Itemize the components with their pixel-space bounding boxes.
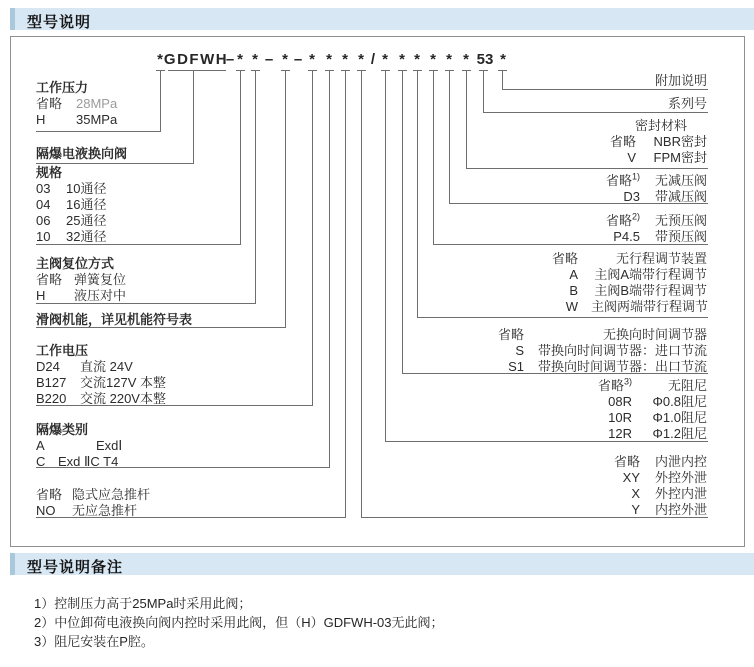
model-code-token: *	[342, 51, 348, 68]
model-code-token: *	[399, 51, 405, 68]
model-code-token: –	[293, 51, 303, 68]
spec-code-text: 省略	[597, 378, 624, 393]
spec-description: 带换向时间调节器：进口节流	[537, 343, 707, 358]
model-code-token: GDFWH	[163, 51, 229, 68]
spec-description: 无阻尼	[667, 378, 707, 393]
spec-code-text: S	[515, 343, 524, 358]
model-code-token: 53	[476, 51, 494, 68]
spec-description: 密封材料	[634, 118, 687, 133]
spec-code	[623, 470, 640, 485]
spec-description: 主阀两端带行程调节	[591, 299, 709, 314]
spec-code: C	[36, 454, 46, 469]
section-title: 规格	[36, 165, 63, 180]
spec-description: Exd ⅡC T4	[58, 454, 119, 469]
spec-code-text: 省略	[497, 327, 524, 342]
spec-description: 带减压阀	[654, 189, 707, 204]
section-header-model	[10, 8, 754, 30]
model-code-token: *	[463, 51, 469, 68]
spec-code-text: S1	[508, 359, 524, 374]
spec-code-text: P4.5	[613, 229, 640, 244]
spec-code-text: 省略	[605, 213, 632, 228]
model-code-token: *	[157, 51, 163, 68]
spec-code	[631, 502, 640, 517]
model-code-token: *	[282, 51, 288, 68]
header-accent-bar	[10, 553, 15, 575]
section-title: 隔爆类别	[36, 422, 89, 437]
spec-code: 省略	[36, 96, 63, 111]
model-code-token: *	[446, 51, 452, 68]
spec-code: 省略	[36, 272, 63, 287]
connector-line	[361, 70, 708, 518]
spec-code: 06	[36, 213, 51, 228]
spec-code-text: D3	[623, 189, 640, 204]
spec-code: H	[36, 288, 46, 303]
section-title: 主阀复位方式	[36, 256, 115, 271]
spec-description: Φ1.0阻尼	[652, 410, 707, 425]
spec-code	[631, 486, 640, 501]
spec-code-text: 08R	[608, 394, 632, 409]
spec-code: D24	[36, 359, 60, 374]
spec-code: 10	[36, 229, 51, 244]
spec-description: 弹簧复位	[74, 272, 127, 287]
spec-description: 直流 24V	[80, 359, 133, 374]
spec-code-text: 省略	[605, 173, 632, 188]
footnote-marker: 1)	[631, 171, 640, 182]
spec-description: 交流127V 本整	[80, 375, 166, 390]
spec-description: Φ1.2阻尼	[652, 426, 707, 441]
spec-code-text: 省略	[609, 134, 636, 149]
spec-row	[614, 470, 707, 486]
spec-code: 03	[36, 181, 51, 196]
section-title: 滑阀机能，详见机能符号表	[36, 312, 193, 327]
spec-description: 无减压阀	[654, 173, 707, 188]
model-code-token: *	[237, 51, 243, 68]
section-header-notes	[10, 553, 754, 575]
footnote-marker: 3)	[623, 376, 632, 387]
spec-description: 主阀B端带行程调节	[594, 283, 707, 298]
spec-description: 无应急推杆	[72, 503, 138, 518]
spec-description: ExdⅠ	[96, 438, 123, 453]
spec-code	[614, 454, 640, 469]
spec-code-text: A	[569, 267, 578, 282]
spec-description: 带换向时间调节器：出口节流	[537, 359, 707, 374]
model-code-token: *	[358, 51, 364, 68]
spec-description: 外控内泄	[654, 486, 707, 501]
spec-description: FPM密封	[653, 150, 707, 165]
spec-description: 隐式应急推杆	[72, 487, 151, 502]
spec-code: B220	[36, 391, 67, 406]
section-emergency-rod	[36, 487, 150, 519]
spec-code-text: X	[631, 486, 640, 501]
spec-code-text: Y	[631, 502, 640, 517]
spec-description: 主阀A端带行程调节	[594, 267, 707, 282]
model-code-token: *	[326, 51, 332, 68]
spec-code-text: B	[569, 283, 578, 298]
spec-description: 交流 220V本整	[80, 391, 166, 406]
page-title: 型号说明	[27, 14, 92, 31]
spec-row	[36, 503, 150, 519]
spec-code: NO	[36, 503, 56, 518]
notes-list	[34, 594, 444, 651]
section-title: 隔爆电液换向阀	[36, 146, 128, 161]
spec-code-text: 12R	[608, 426, 632, 441]
spec-description: 系列号	[667, 96, 707, 111]
model-code-token: *	[309, 51, 315, 68]
section-drain-control	[614, 454, 707, 518]
model-code-token: *	[252, 51, 258, 68]
spec-description: Φ0.8阻尼	[652, 394, 707, 409]
spec-code-text: 省略	[613, 454, 640, 469]
spec-code-text: 10R	[608, 410, 632, 425]
spec-code-text: XY	[622, 470, 640, 485]
spec-description: 10通径	[66, 181, 107, 196]
spec-code: 省略	[36, 487, 63, 502]
section-title: 工作压力	[36, 80, 89, 95]
spec-description: 28MPa	[76, 96, 118, 111]
model-code-token: *	[382, 51, 388, 68]
spec-description: 无换向时间调节器	[602, 327, 707, 342]
spec-description: 35MPa	[76, 112, 118, 127]
note-item: 2）中位卸荷电液换向阀内控时采用此阀，但（H）GDFWH-03无此阀；	[34, 615, 444, 630]
spec-description: 无预压阀	[654, 213, 707, 228]
spec-row	[614, 486, 707, 502]
spec-row	[614, 502, 707, 518]
section-title: 工作电压	[36, 343, 89, 358]
spec-code: 04	[36, 197, 51, 212]
spec-description: 液压对中	[74, 288, 127, 303]
spec-description: 无行程调节装置	[615, 251, 707, 266]
spec-description: 外控外泄	[654, 470, 707, 485]
spec-description: NBR密封	[653, 134, 707, 149]
spec-description: 32通径	[66, 229, 107, 244]
spec-description: 带预压阀	[654, 229, 707, 244]
spec-code: B127	[36, 375, 67, 390]
spec-row	[36, 487, 150, 503]
spec-code-text: V	[627, 150, 636, 165]
spec-description: 附加说明	[654, 73, 707, 88]
spec-description: 16通径	[66, 197, 107, 212]
model-code-token: /	[370, 51, 376, 68]
model-code-token: –	[225, 51, 235, 68]
connector-line	[36, 70, 346, 518]
spec-code: H	[36, 112, 46, 127]
spec-code-text: W	[565, 299, 578, 314]
note-item: 1）控制压力高于25MPa时采用此阀；	[34, 596, 252, 611]
note-item: 3）阻尼安装在P腔。	[34, 634, 154, 649]
model-code-token: *	[414, 51, 420, 68]
spec-code-text: 省略	[551, 251, 578, 266]
header-accent-bar	[10, 8, 15, 30]
spec-description: 25通径	[66, 213, 107, 228]
notes-title: 型号说明备注	[27, 559, 124, 576]
model-code-token: *	[430, 51, 436, 68]
model-code-token: *	[500, 51, 506, 68]
spec-description: 内泄内控	[654, 454, 707, 469]
spec-row	[614, 454, 707, 470]
spec-description: 内控外泄	[654, 502, 707, 517]
spec-code: A	[36, 438, 45, 453]
model-code-token: –	[264, 51, 274, 68]
footnote-marker: 2)	[631, 211, 640, 222]
